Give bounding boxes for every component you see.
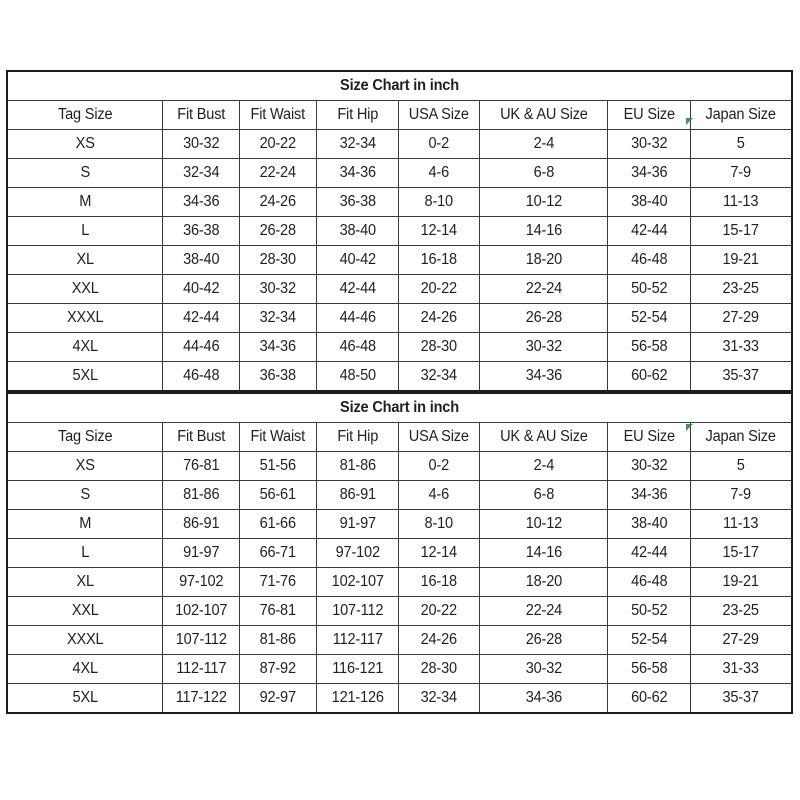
cell-uk-au-size: 26-28 — [484, 304, 604, 333]
cell-usa-size: 20-22 — [401, 275, 478, 304]
cell-fit-hip: 81-86 — [319, 452, 396, 481]
column-header-fit-waist: Fit Waist — [242, 423, 315, 452]
cell-japan-size: 19-21 — [693, 568, 789, 597]
cell-japan-size: 23-25 — [693, 275, 789, 304]
cell-fit-hip: 34-36 — [319, 159, 396, 188]
cell-tag-size: M — [12, 188, 159, 217]
cell-fit-bust: 42-44 — [165, 304, 237, 333]
cell-japan-size: 35-37 — [693, 362, 789, 392]
cell-eu-size: 52-54 — [610, 304, 688, 333]
cell-fit-bust: 44-46 — [165, 333, 237, 362]
cell-fit-waist: 92-97 — [242, 684, 315, 714]
cell-eu-size: 30-32 — [610, 452, 688, 481]
cell-tag-size: XS — [12, 452, 159, 481]
cell-tag-size: 4XL — [12, 655, 159, 684]
cell-tag-size: L — [12, 539, 159, 568]
cell-uk-au-size: 34-36 — [484, 362, 604, 392]
cell-uk-au-size: 30-32 — [484, 655, 604, 684]
cell-japan-size: 7-9 — [693, 481, 789, 510]
table-row — [7, 333, 792, 362]
table-row — [7, 188, 792, 217]
cell-uk-au-size: 30-32 — [484, 333, 604, 362]
cell-usa-size: 0-2 — [401, 130, 478, 159]
size-chart-container — [6, 70, 793, 714]
cell-fit-hip: 44-46 — [319, 304, 396, 333]
cell-japan-size: 27-29 — [693, 304, 789, 333]
cell-fit-waist: 34-36 — [242, 333, 315, 362]
cell-fit-waist: 32-34 — [242, 304, 315, 333]
cell-fit-hip: 46-48 — [319, 333, 396, 362]
cell-fit-hip: 107-112 — [319, 597, 396, 626]
cell-tag-size: 5XL — [12, 684, 159, 714]
cell-uk-au-size: 6-8 — [484, 481, 604, 510]
cell-fit-waist: 76-81 — [242, 597, 315, 626]
table-row — [7, 159, 792, 188]
column-header-fit-hip: Fit Hip — [319, 101, 396, 130]
cell-fit-hip: 102-107 — [319, 568, 396, 597]
cell-usa-size: 28-30 — [401, 655, 478, 684]
cell-eu-size: 60-62 — [610, 362, 688, 392]
column-header-eu-size: EU Size — [610, 423, 688, 452]
cell-eu-size: 38-40 — [610, 188, 688, 217]
cell-fit-bust: 34-36 — [165, 188, 237, 217]
cell-fit-waist: 71-76 — [242, 568, 315, 597]
cell-eu-size: 34-36 — [610, 159, 688, 188]
cell-japan-size: 15-17 — [693, 539, 789, 568]
cell-fit-hip: 91-97 — [319, 510, 396, 539]
table-row — [7, 597, 792, 626]
cell-fit-waist: 26-28 — [242, 217, 315, 246]
cell-usa-size: 8-10 — [401, 510, 478, 539]
cell-eu-size: 50-52 — [610, 597, 688, 626]
cell-eu-size: 42-44 — [610, 217, 688, 246]
column-header-uk-au-size: UK & AU Size — [484, 423, 604, 452]
cell-japan-size: 23-25 — [693, 597, 789, 626]
cell-usa-size: 24-26 — [401, 304, 478, 333]
cell-fit-bust: 91-97 — [165, 539, 237, 568]
cell-tag-size: XL — [12, 568, 159, 597]
cell-tag-size: L — [12, 217, 159, 246]
column-header-eu-size: EU Size — [610, 101, 688, 130]
cell-usa-size: 32-34 — [401, 362, 478, 392]
table-title-row — [7, 393, 792, 423]
table-header-row — [7, 101, 792, 130]
cell-tag-size: 4XL — [12, 333, 159, 362]
column-header-japan-size: Japan Size — [693, 101, 789, 130]
cell-eu-size: 46-48 — [610, 568, 688, 597]
cell-uk-au-size: 26-28 — [484, 626, 604, 655]
cell-fit-hip: 32-34 — [319, 130, 396, 159]
table-row — [7, 304, 792, 333]
table-row — [7, 481, 792, 510]
table-row — [7, 626, 792, 655]
cell-tag-size: XXL — [12, 275, 159, 304]
cell-tag-size: XXXL — [12, 626, 159, 655]
cell-fit-hip: 112-117 — [319, 626, 396, 655]
column-header-usa-size: USA Size — [401, 101, 478, 130]
cell-fit-bust: 102-107 — [165, 597, 237, 626]
cell-japan-size: 31-33 — [693, 655, 789, 684]
cell-fit-hip: 48-50 — [319, 362, 396, 392]
cell-fit-bust: 38-40 — [165, 246, 237, 275]
cell-uk-au-size: 14-16 — [484, 539, 604, 568]
cell-japan-size: 15-17 — [693, 217, 789, 246]
table-row — [7, 275, 792, 304]
column-header-fit-waist: Fit Waist — [242, 101, 315, 130]
cell-usa-size: 4-6 — [401, 481, 478, 510]
cell-fit-hip: 38-40 — [319, 217, 396, 246]
cell-eu-size: 30-32 — [610, 130, 688, 159]
cell-uk-au-size: 10-12 — [484, 510, 604, 539]
table-row — [7, 452, 792, 481]
cell-uk-au-size: 18-20 — [484, 246, 604, 275]
cell-tag-size: XL — [12, 246, 159, 275]
cell-japan-size: 11-13 — [693, 510, 789, 539]
column-header-tag-size: Tag Size — [12, 423, 159, 452]
table-row — [7, 510, 792, 539]
cell-fit-bust: 30-32 — [165, 130, 237, 159]
cell-fit-hip: 40-42 — [319, 246, 396, 275]
cell-fit-hip: 86-91 — [319, 481, 396, 510]
column-header-uk-au-size: UK & AU Size — [484, 101, 604, 130]
cell-tag-size: XXXL — [12, 304, 159, 333]
cell-tag-size: M — [12, 510, 159, 539]
cell-fit-hip: 121-126 — [319, 684, 396, 714]
cell-eu-size: 42-44 — [610, 539, 688, 568]
cell-fit-waist: 66-71 — [242, 539, 315, 568]
cell-fit-hip: 42-44 — [319, 275, 396, 304]
cell-eu-size: 46-48 — [610, 246, 688, 275]
cell-japan-size: 19-21 — [693, 246, 789, 275]
cell-fit-bust: 97-102 — [165, 568, 237, 597]
cell-japan-size: 5 — [693, 452, 789, 481]
cell-eu-size: 34-36 — [610, 481, 688, 510]
cell-usa-size: 0-2 — [401, 452, 478, 481]
cell-fit-bust: 76-81 — [165, 452, 237, 481]
cell-tag-size: S — [12, 481, 159, 510]
cell-eu-size: 50-52 — [610, 275, 688, 304]
column-header-fit-hip: Fit Hip — [319, 423, 396, 452]
cell-usa-size: 24-26 — [401, 626, 478, 655]
table-header-row — [7, 423, 792, 452]
column-header-fit-bust: Fit Bust — [165, 101, 237, 130]
cell-uk-au-size: 18-20 — [484, 568, 604, 597]
cell-japan-size: 31-33 — [693, 333, 789, 362]
cell-japan-size: 27-29 — [693, 626, 789, 655]
cell-uk-au-size: 34-36 — [484, 684, 604, 714]
table-row — [7, 246, 792, 275]
cell-japan-size: 7-9 — [693, 159, 789, 188]
column-header-tag-size: Tag Size — [12, 101, 159, 130]
cell-fit-bust: 107-112 — [165, 626, 237, 655]
cell-fit-bust: 112-117 — [165, 655, 237, 684]
cell-fit-bust: 117-122 — [165, 684, 237, 714]
cell-uk-au-size: 22-24 — [484, 275, 604, 304]
cell-tag-size: 5XL — [12, 362, 159, 392]
cell-fit-hip: 116-121 — [319, 655, 396, 684]
cell-eu-size: 38-40 — [610, 510, 688, 539]
cell-fit-bust: 40-42 — [165, 275, 237, 304]
cell-eu-size: 56-58 — [610, 655, 688, 684]
table-title: Size Chart in inch — [31, 393, 769, 423]
cell-fit-waist: 81-86 — [242, 626, 315, 655]
cell-fit-waist: 61-66 — [242, 510, 315, 539]
table-row — [7, 539, 792, 568]
cell-uk-au-size: 2-4 — [484, 452, 604, 481]
cell-fit-bust: 86-91 — [165, 510, 237, 539]
size-chart-table-1 — [6, 70, 793, 392]
cell-uk-au-size: 10-12 — [484, 188, 604, 217]
cell-usa-size: 16-18 — [401, 246, 478, 275]
cell-japan-size: 11-13 — [693, 188, 789, 217]
cell-eu-size: 56-58 — [610, 333, 688, 362]
column-header-usa-size: USA Size — [401, 423, 478, 452]
table-row — [7, 684, 792, 714]
cell-fit-bust: 81-86 — [165, 481, 237, 510]
cell-fit-bust: 36-38 — [165, 217, 237, 246]
cell-fit-hip: 36-38 — [319, 188, 396, 217]
table-row — [7, 130, 792, 159]
table-row — [7, 362, 792, 392]
cell-tag-size: XS — [12, 130, 159, 159]
cell-usa-size: 4-6 — [401, 159, 478, 188]
cell-fit-waist: 87-92 — [242, 655, 315, 684]
cell-eu-size: 52-54 — [610, 626, 688, 655]
cell-fit-waist: 30-32 — [242, 275, 315, 304]
cell-usa-size: 12-14 — [401, 539, 478, 568]
column-header-fit-bust: Fit Bust — [165, 423, 237, 452]
cell-fit-waist: 20-22 — [242, 130, 315, 159]
table-row — [7, 217, 792, 246]
cell-japan-size: 35-37 — [693, 684, 789, 714]
cell-fit-waist: 28-30 — [242, 246, 315, 275]
cell-fit-waist: 56-61 — [242, 481, 315, 510]
cell-uk-au-size: 22-24 — [484, 597, 604, 626]
cell-usa-size: 20-22 — [401, 597, 478, 626]
cell-usa-size: 16-18 — [401, 568, 478, 597]
cell-japan-size: 5 — [693, 130, 789, 159]
cell-fit-bust: 32-34 — [165, 159, 237, 188]
cell-usa-size: 32-34 — [401, 684, 478, 714]
table-row — [7, 568, 792, 597]
cell-eu-size: 60-62 — [610, 684, 688, 714]
cell-tag-size: XXL — [12, 597, 159, 626]
column-header-japan-size: Japan Size — [693, 423, 789, 452]
cell-fit-waist: 36-38 — [242, 362, 315, 392]
size-chart-table-2 — [6, 392, 793, 714]
table-row — [7, 655, 792, 684]
cell-fit-hip: 97-102 — [319, 539, 396, 568]
table-title: Size Chart in inch — [31, 71, 769, 101]
table-title-row — [7, 71, 792, 101]
cell-fit-waist: 51-56 — [242, 452, 315, 481]
cell-uk-au-size: 6-8 — [484, 159, 604, 188]
cell-usa-size: 12-14 — [401, 217, 478, 246]
cell-fit-waist: 24-26 — [242, 188, 315, 217]
cell-usa-size: 28-30 — [401, 333, 478, 362]
cell-usa-size: 8-10 — [401, 188, 478, 217]
cell-uk-au-size: 2-4 — [484, 130, 604, 159]
cell-fit-bust: 46-48 — [165, 362, 237, 392]
cell-fit-waist: 22-24 — [242, 159, 315, 188]
cell-uk-au-size: 14-16 — [484, 217, 604, 246]
cell-tag-size: S — [12, 159, 159, 188]
